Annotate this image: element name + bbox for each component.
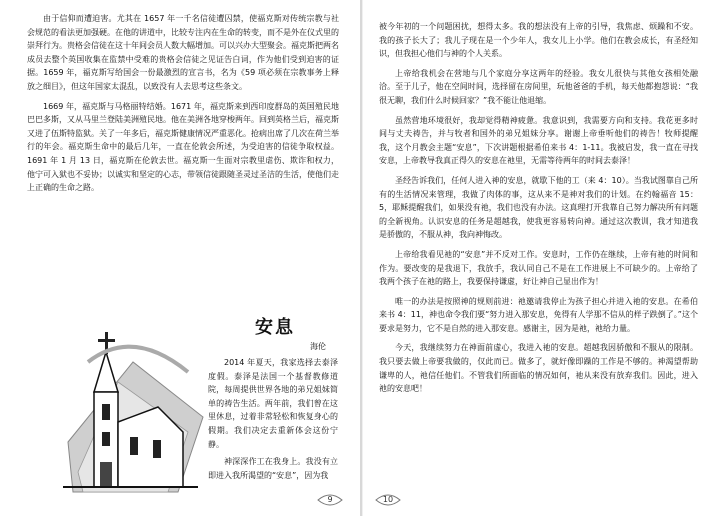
left-paragraph-1: 由于信仰而遭迫害。尤其在 1657 年一千名信徒遭囚禁，使福克斯对传统宗教与社会规范的看法更加强硬。在他的讲道中，比较专注内在生命的转变，而不是外在仪式里的崇拜行为。贵格会信徒在这十年间会员人数大幅增加。可以兴办大型聚会。福克斯把两名成员去整个英国收集在监禁中受难的贵格会信徒之见证告白词，作为他们受到迫害的证据。1659 年，福克斯写给国会一份最激烈的宣言书，名为《59 项必须在宗教事务上释放之细目》，但这年国家太混乱，以致没有人去思考这些条文。 — [27, 14, 339, 91]
right-page — [361, 0, 722, 516]
right-paragraph-4: 圣经告诉我们，任何人进入神的安息，就歇下他的工（来 4：10）。当我试图靠自己所有的生活情况来管理，我做了肉体的事，这从来不是神对我们的计划。在约翰福音 15：5，耶稣提醒我们，如果没有祂，我们也没有办法。这真理打开我靠自己努力解决所有问题的全新视角。认识安息的任务是超越我，使我更容易转向神。通过这次教训，我才知道我是骄傲的，不服从神，我向神悔改。 — [379, 175, 698, 240]
page-number-left — [316, 492, 344, 508]
page-number-left-text: 9 — [327, 495, 333, 504]
article-intro — [208, 356, 338, 486]
article-author: 海伦 — [310, 342, 326, 351]
page-number-right-text: 10 — [382, 495, 394, 504]
intro-paragraph-2: 神深深作工在我身上。我没有立即进入我所渴望的“安息”，因为我 — [208, 457, 338, 480]
church-illustration-icon — [58, 322, 208, 497]
page-number-right — [374, 492, 402, 508]
right-paragraph-2: 上帝给我机会在营地与几个家庭分享这两年的经验。我女儿很快与其他女孩相处融洽。至于儿子，他在空间时间，选择留在房间里，玩他爸爸的手机，每天他都抱怨说：“我很无聊，我们什么时候回家？”我不能让他退缩。 — [379, 68, 698, 105]
intro-paragraph-1: 2014 年夏天，我家选择去泰泽度假。泰泽是法国一个基督教修道院，每周提供世界各地的弟兄姐妹简单的祷告生活。两年前，我们曾在这里休息，过着非常轻松和恢复身心的假期。我们决定去重新体会这份宁静。 — [208, 358, 338, 449]
right-paragraph-1: 被今年初的一个问题困扰，想得太多。我的想法没有上帝的引导，我焦虑、烦躁和不安。我的孩子长大了；我儿子现在是一个少年人，我女儿上小学。他们在教会成长，有圣经知识，但我担心他们与神的个人关系。 — [379, 22, 698, 59]
left-paragraph-2: 1669 年，福克斯与马格丽特结婚。1671 年，福克斯来到西印度群岛的英国殖民地巴巴多斯，又从马里兰登陆美洲殖民地。他在美洲各地穿梭两年。回到英格兰后，福克斯又进了伍斯特监狱。关了一年多后，福克斯健康情况严重恶化。抢病出席了几次在荷兰举行的年会。福克斯生命中的最后几年，一直在伦敦会所述，为受迫害的信徒争取权益。1691 年 1 月 13 日，福克斯在伦敦去世。福克斯一生面对宗教里虐伤、欺诈和权力，他宁可入狱也不妥协；以诚实和坚定的心志，带领信徒跟随圣灵过圣洁的生活，使他们走上正确的生命之路。 — [27, 101, 339, 193]
right-paragraph-7: 今天，我继续努力在神面前虚心，我进入祂的安息。超越我因骄傲和不服从的限制。我只要去做上帝要我做的，仅此而已。做多了，就好像即躁的工作是不够的。神渴望帮助谦卑的人，祂信任他们。不管我们所面临的情况如何，祂从来没有放弃我们。因此，进入祂的安息吧！ — [379, 343, 698, 394]
right-paragraph-3: 虽然营地环境很好，我却觉得精神疲惫。我意识到，我需要方向和支持。我花更多时间与丈夫祷告，并与牧者和国外的弟兄姐妹分享。谢谢上帝垂听他们的祷告！牧师提醒我，这个月教会主题“安息”，下次讲题根据希伯来书 4：1-11。我被启发，我一直在寻找安息，上帝教导我真正得久的安息在祂里，无需等待两年的时间去泰泽！ — [379, 115, 698, 166]
article-title: 安息 — [255, 317, 295, 338]
right-paragraph-5: 上帝给我看见祂的“安息”并不反对工作。安息时，工作仍在继续，上帝有祂的时间和作为。要改变的是我退下，我放手，我认同自己不是在工作进展上不可缺少的。上帝给了我两个孩子在祂的路上，我要保持谦虚，好让神自己显出作为！ — [379, 249, 698, 287]
right-paragraph-6: 唯一的办法是按照神的规则前进：祂邀请我停止为孩子担心并进入祂的安息。在希伯来书 4：11，神也命令我们要“努力进入那安息，免得有人学那不信从的样子跌倒了。”这个要求是努力，它不是自然的进入那安息。感谢主，因为是祂，祂给力量。 — [379, 296, 698, 333]
